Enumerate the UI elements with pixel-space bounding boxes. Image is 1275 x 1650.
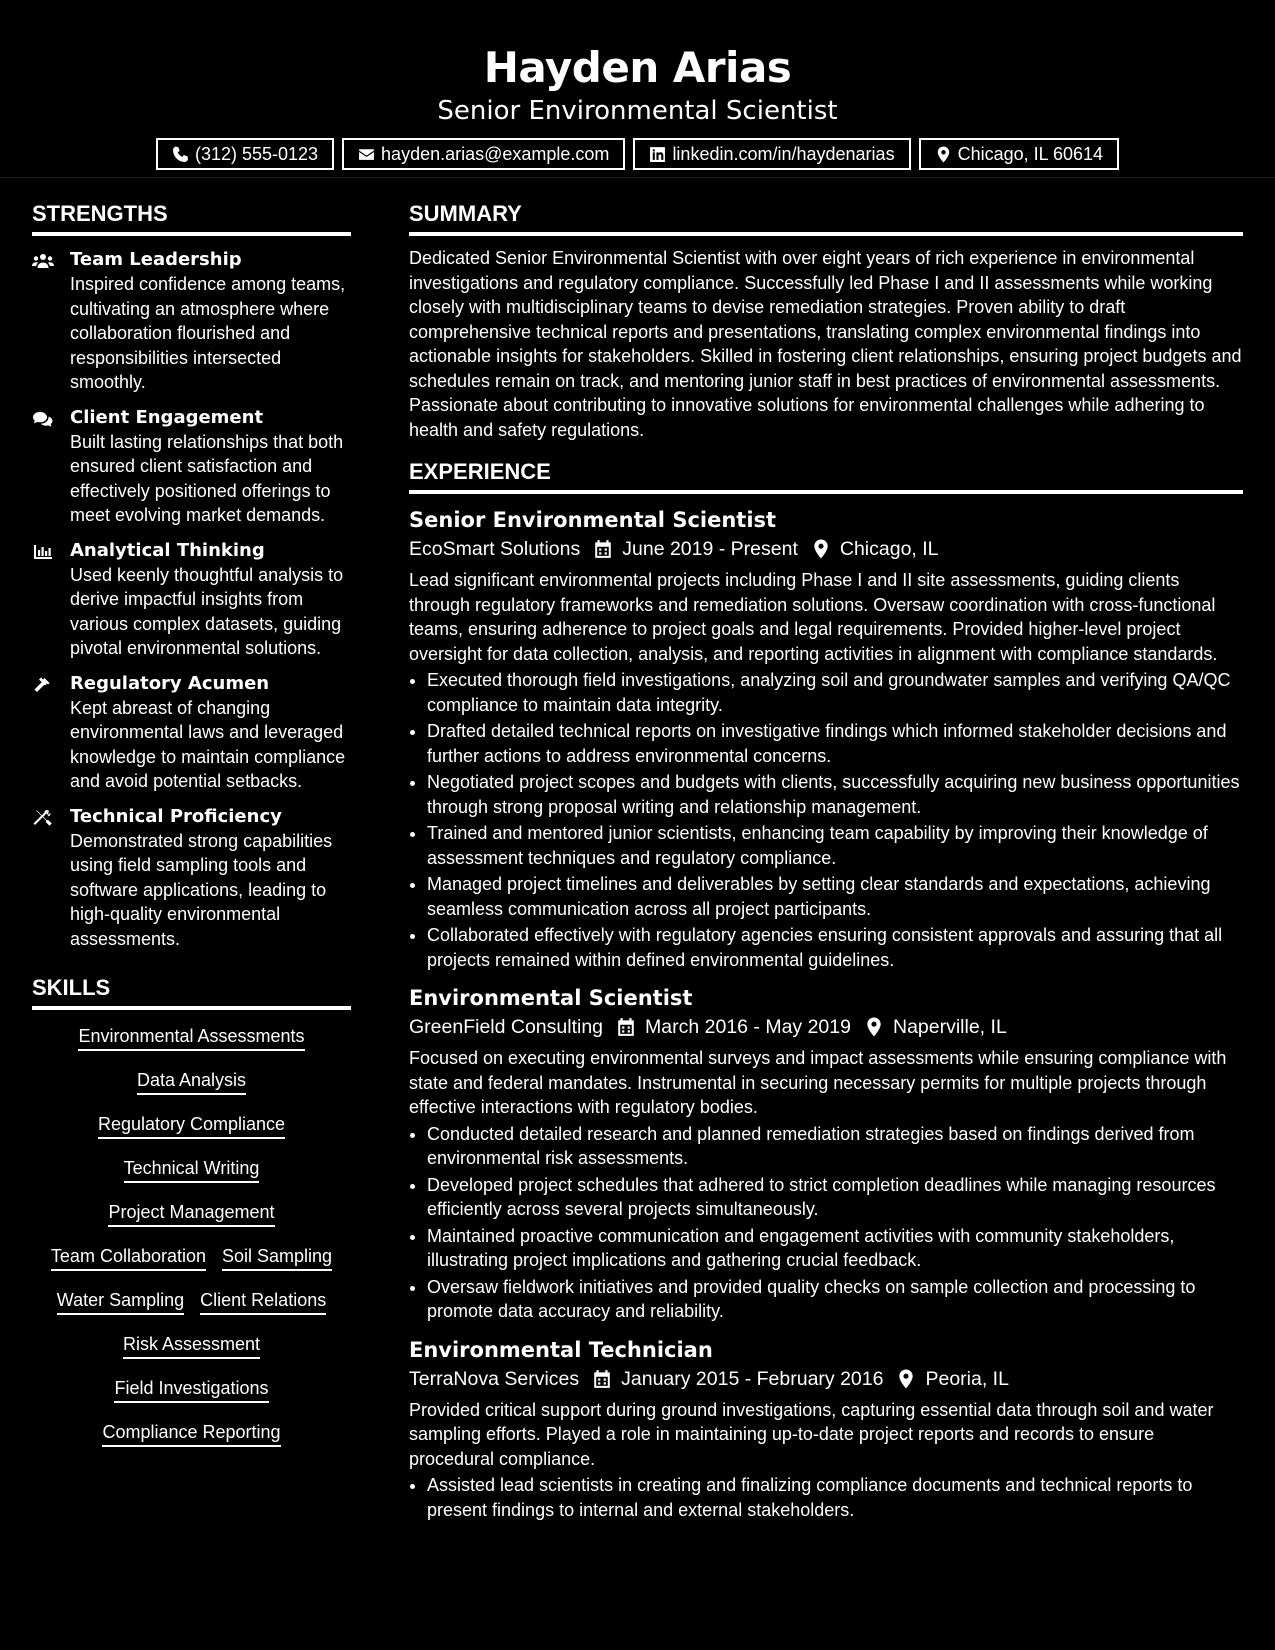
users-icon [32,252,54,270]
summary-heading: SUMMARY [409,178,1243,236]
job-title: Environmental Scientist [409,986,693,1010]
resume-header [0,0,1275,178]
skill-tag: Team Collaboration [51,1244,206,1271]
tools-icon [32,809,54,827]
comments-icon [32,410,54,428]
strength-title: Team Leadership [70,249,242,270]
job-bullet: • Executed thorough field investigations, analyzing soil and groundwater samples and verifying QA/QC compliance to maintain data integrity. [427,668,1243,717]
job-bullets [409,1122,1243,1324]
chart-bar-icon [32,543,54,561]
skill-tag: Regulatory Compliance [98,1112,285,1139]
skill-tag: Client Relations [200,1288,326,1315]
map-marker-icon [812,539,830,559]
job-location: Peoria, IL [925,1367,1009,1390]
strength-desc: Kept abreast of changing environmental laws and leveraged knowledge to maintain compliance and avoid potential setbacks. [70,697,346,791]
contact-bar [0,138,1275,170]
contact-phone[interactable] [156,138,334,170]
strength-item [32,539,351,661]
resume-columns [0,178,1275,1534]
job-description: Provided critical support during ground investigations, capturing essential data through soil and water sampling efforts. Played a role in maintaining up-to-date project reports and records to ensure procedural compliance. [409,1399,1214,1469]
strength-desc: Demonstrated strong capabilities using field sampling tools and software applications, leading to high-quality environmental assessments. [70,830,333,949]
job-bullet: • Negotiated project scopes and budgets with clients, successfully acquiring new business opportunities through strong proposal writing and relationship management. [427,770,1243,819]
strength-item [32,406,351,528]
job-bullet: • Collaborated effectively with regulatory agencies ensuring consistent approvals and assuring that all projects remained within defined environmental guidelines. [427,923,1243,972]
skill-tag: Field Investigations [114,1376,268,1403]
job-location: Naperville, IL [892,1016,1007,1038]
linkedin-icon [649,146,666,163]
strength-desc: Used keenly thoughtful analysis to derive impactful insights from various complex datasets, guiding pivotal environmental solutions. [70,564,344,658]
map-marker-icon [897,1369,915,1389]
skills-list [32,1022,351,1447]
job-entry [409,506,1243,972]
job-company: GreenField Consulting [409,1016,604,1038]
job-title: Senior Environmental Scientist [409,508,777,532]
left-column [32,178,351,1534]
calendar-icon [593,1369,611,1389]
job-bullet: • Conducted detailed research and planned remediation strategies based on findings derived from environmental risk assessments. [427,1122,1243,1171]
skill-tag: Technical Writing [124,1156,260,1183]
strength-desc: Built lasting relationships that both ensured client satisfaction and effectively positioned offerings to meet evolving market demands. [70,431,344,525]
skill-tag: Soil Sampling [222,1244,332,1271]
job-entry [409,984,1243,1324]
strength-title: Technical Proficiency [70,805,282,827]
contact-email[interactable] [342,138,625,170]
job-entry [409,1336,1243,1523]
strengths-heading: STRENGTHS [32,178,351,236]
skills-heading: SKILLS [32,962,351,1010]
candidate-name: Hayden Arias [483,43,792,92]
experience-heading: EXPERIENCE [409,442,1243,494]
job-bullet: • Maintained proactive communication and engagement activities with community stakeholders, illustrating project implications and gathering crucial feedback. [427,1224,1243,1273]
map-marker-icon [865,1017,883,1037]
right-column [409,178,1243,1534]
contact-location[interactable] [919,138,1119,170]
job-title: Environmental Technician [409,1337,713,1362]
strength-title: Analytical Thinking [70,539,265,561]
job-bullets [409,1473,1243,1522]
map-marker-icon [935,146,952,163]
job-bullet: • Developed project schedules that adhered to strict completion deadlines while managing resources efficiently across several projects simultaneously. [427,1173,1243,1222]
phone-icon [172,146,189,163]
contact-email-text: hayden.arias@example.com [381,144,610,164]
job-dates: June 2019 - Present [622,538,798,560]
strength-item [32,248,351,395]
strength-item [32,805,351,952]
strength-title: Client Engagement [70,406,264,428]
job-description: Lead significant environmental projects including Phase I and II site assessments, guiding clients through regulatory frameworks and remediation solutions. Oversaw coordination with cross-functional teams, ensuring adherence to project goals and legal requirements. Provided higher-level project oversight for data collection, analysis, and reporting activities in alignment with compliance standards. [409,570,1218,664]
candidate-title: Senior Environmental Scientist [437,96,838,126]
skill-tag: Risk Assessment [123,1332,260,1359]
strength-title: Regulatory Acumen [70,672,270,694]
skill-tag: Compliance Reporting [102,1420,280,1447]
job-bullet: • Oversaw fieldwork initiatives and provided quality checks on sample collection and processing to promote data accuracy and reliability. [427,1275,1243,1324]
skill-tag: Project Management [108,1200,274,1227]
contact-linkedin-text: linkedin.com/in/haydenarias [672,144,895,164]
job-meta [409,1012,1243,1042]
contact-phone-text: (312) 555-0123 [194,144,319,164]
gavel-icon [32,676,54,694]
job-meta [409,1364,1243,1394]
job-dates: January 2015 - February 2016 [621,1367,884,1390]
job-bullet: • Trained and mentored junior scientists, enhancing team capability by improving their knowledge of assessment techniques and regulatory compliance. [427,821,1243,870]
skill-tag: Data Analysis [137,1068,246,1095]
strength-item [32,672,351,794]
skill-tag: Environmental Assessments [78,1024,304,1051]
contact-location-text: Chicago, IL 60614 [957,144,1104,164]
calendar-icon [594,539,612,559]
job-bullets [409,668,1243,972]
job-company: TerraNova Services [409,1367,580,1390]
job-dates: March 2016 - May 2019 [645,1016,851,1038]
job-bullet: • Assisted lead scientists in creating and finalizing compliance documents and technical reports to present findings to internal and external stakeholders. [427,1473,1243,1522]
job-meta [409,534,1243,564]
job-bullet: • Managed project timelines and deliverables by setting clear standards and expectations, achieving seamless communication across all project participants. [427,872,1243,921]
job-company: EcoSmart Solutions [409,538,581,560]
summary-text: Dedicated Senior Environmental Scientist with over eight years of rich experience in environmental investigations and regulatory compliance. Successfully led Phase I and II assessments while working closely with multidisciplinary teams to devise remediation strategies. Proven ability to draft comprehensive technical reports and presentations, translating complex environmental findings into actionable insights for stakeholders. Skilled in fostering client relationships, ensuring project budgets and schedules remain on track, and mentoring junior staff in best practices of environmental assessments. Passionate about contributing to innovative solutions for environmental challenges while adhering to health and safety regulations. [409,248,1242,440]
calendar-icon [617,1017,635,1037]
envelope-icon [358,146,375,163]
skill-tag: Water Sampling [57,1288,184,1315]
job-description: Focused on executing environmental surveys and impact assessments while ensuring compliance with state and federal mandates. Instrumental in securing necessary permits for multiple projects through effective interactions with regulatory bodies. [409,1048,1227,1117]
job-location: Chicago, IL [839,538,939,560]
contact-linkedin[interactable] [633,138,910,170]
job-bullet: • Drafted detailed technical reports on investigative findings which informed stakeholder decisions and further actions to address environmental concerns. [427,719,1243,768]
strengths-list [32,248,351,951]
strength-desc: Inspired confidence among teams, cultivating an atmosphere where collaboration flourished and responsibilities intersected smoothly. [70,274,346,392]
